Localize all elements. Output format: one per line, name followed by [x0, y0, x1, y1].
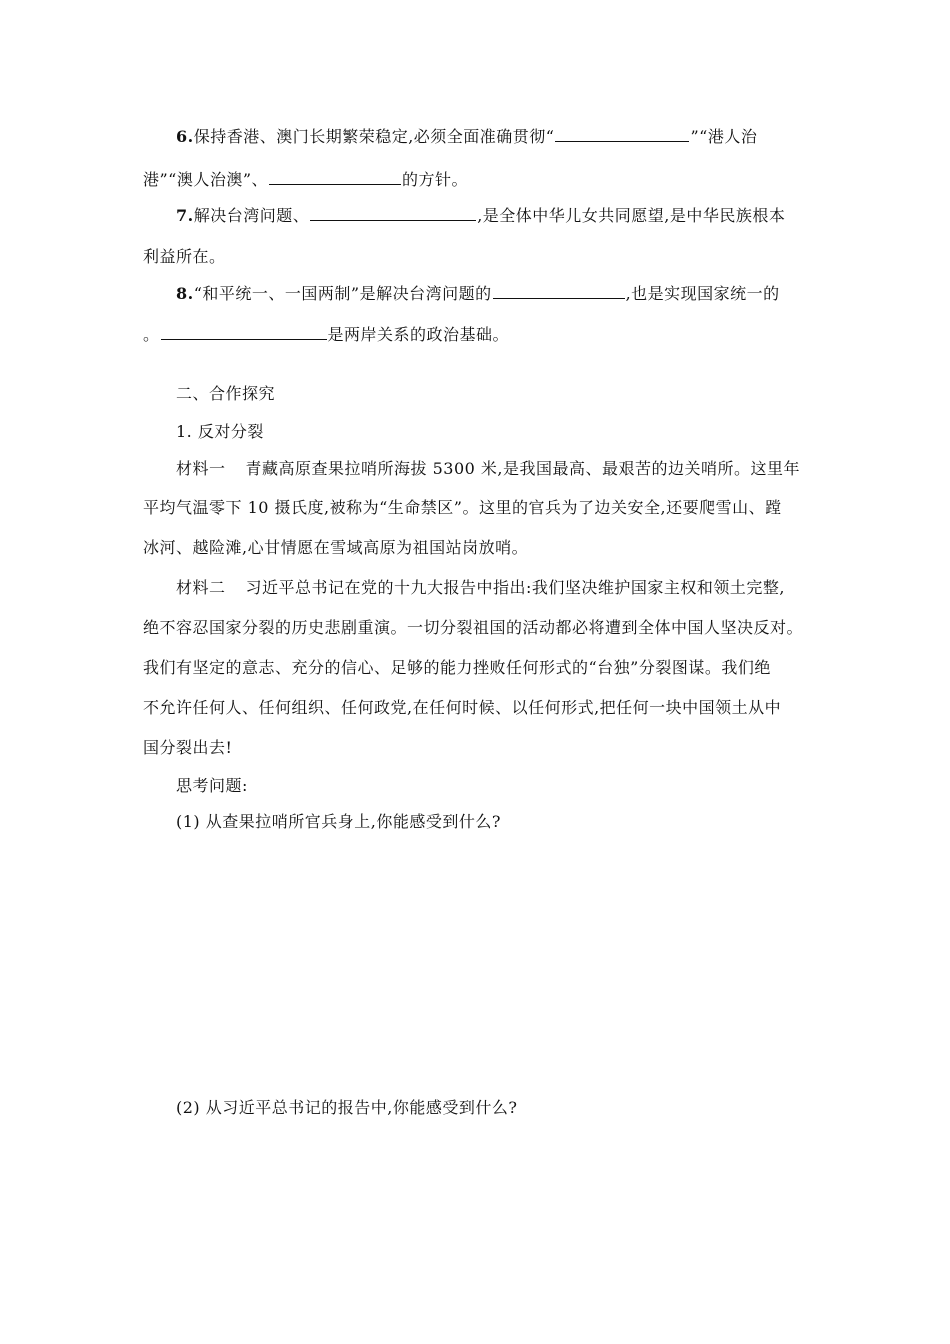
question-7-number: 7. [176, 206, 194, 225]
material-1-line-3: 冰河、越险滩,心甘情愿在雪域高原为祖国站岗放哨。 [143, 538, 529, 557]
material-2-text-1: 习近平总书记在党的十九大报告中指出:我们坚决维护国家主权和领土完整, [245, 578, 785, 597]
question-8-blank-2[interactable] [161, 325, 327, 340]
question-7-blank-1[interactable] [310, 206, 476, 221]
material-1-line-1 [176, 458, 800, 480]
material-2-line-5: 国分裂出去! [143, 738, 233, 757]
question-7-text-b: ,是全体中华儿女共同愿望,是中华民族根本 [477, 206, 786, 225]
question-8-line-2 [143, 324, 509, 346]
question-8-line-1 [176, 283, 780, 305]
topic-heading: 1. 反对分裂 [176, 422, 264, 441]
question-7-line-1 [176, 205, 785, 227]
material-1-text-1: 青藏高原查果拉哨所海拔 5300 米,是我国最高、最艰苦的边关哨所。这里年 [245, 459, 800, 478]
material-2-label: 材料二 [176, 578, 226, 597]
question-8-number: 8. [176, 284, 194, 303]
question-6-text-d: 的方针。 [402, 170, 469, 189]
question-6-blank-1[interactable] [555, 127, 689, 142]
question-8-text-a: “和平统一、一国两制”是解决台湾问题的 [193, 284, 492, 303]
question-8-text-c: 。 [143, 325, 160, 344]
question-6-number: 6. [176, 127, 194, 146]
material-2-line-3: 我们有坚定的意志、充分的信心、足够的能力挫败任何形式的“台独”分裂图谋。我们绝 [143, 658, 771, 677]
question-8-text-b: ,也是实现国家统一的 [625, 284, 780, 303]
question-6-text-c: 港”“澳人治澳”、 [143, 170, 269, 189]
material-2-line-1 [176, 577, 785, 599]
question-7-text-a: 解决台湾问题、 [193, 206, 310, 225]
question-8-blank-1[interactable] [493, 284, 625, 299]
question-6-text-b: ”“港人治 [690, 127, 758, 146]
question-7-text-c: 利益所在。 [143, 247, 226, 266]
question-7-line-2 [143, 246, 226, 268]
question-2: (2) 从习近平总书记的报告中,你能感受到什么? [176, 1098, 518, 1117]
material-2-line-2: 绝不容忍国家分裂的历史悲剧重演。一切分裂祖国的活动都必将遭到全体中国人坚决反对。 [143, 618, 804, 637]
material-1-line-2: 平均气温零下 10 摄氏度,被称为“生命禁区”。这里的官兵为了边关安全,还要爬雪山、蹚 [143, 498, 782, 517]
material-2-line-4: 不允许任何人、任何组织、任何政党,在任何时候、以任何形式,把任何一块中国领土从中 [143, 698, 782, 717]
question-6-line-2 [143, 169, 468, 191]
question-8-text-d: 是两岸关系的政治基础。 [327, 325, 510, 344]
questions-label: 思考问题: [176, 776, 248, 795]
question-6-blank-2[interactable] [269, 170, 401, 185]
question-6-text-a: 保持香港、澳门长期繁荣稳定,必须全面准确贯彻“ [193, 127, 555, 146]
question-1: (1) 从查果拉哨所官兵身上,你能感受到什么? [176, 812, 501, 831]
section-heading: 二、合作探究 [176, 384, 276, 403]
question-6-line-1 [176, 126, 757, 148]
material-1-label: 材料一 [176, 459, 226, 478]
